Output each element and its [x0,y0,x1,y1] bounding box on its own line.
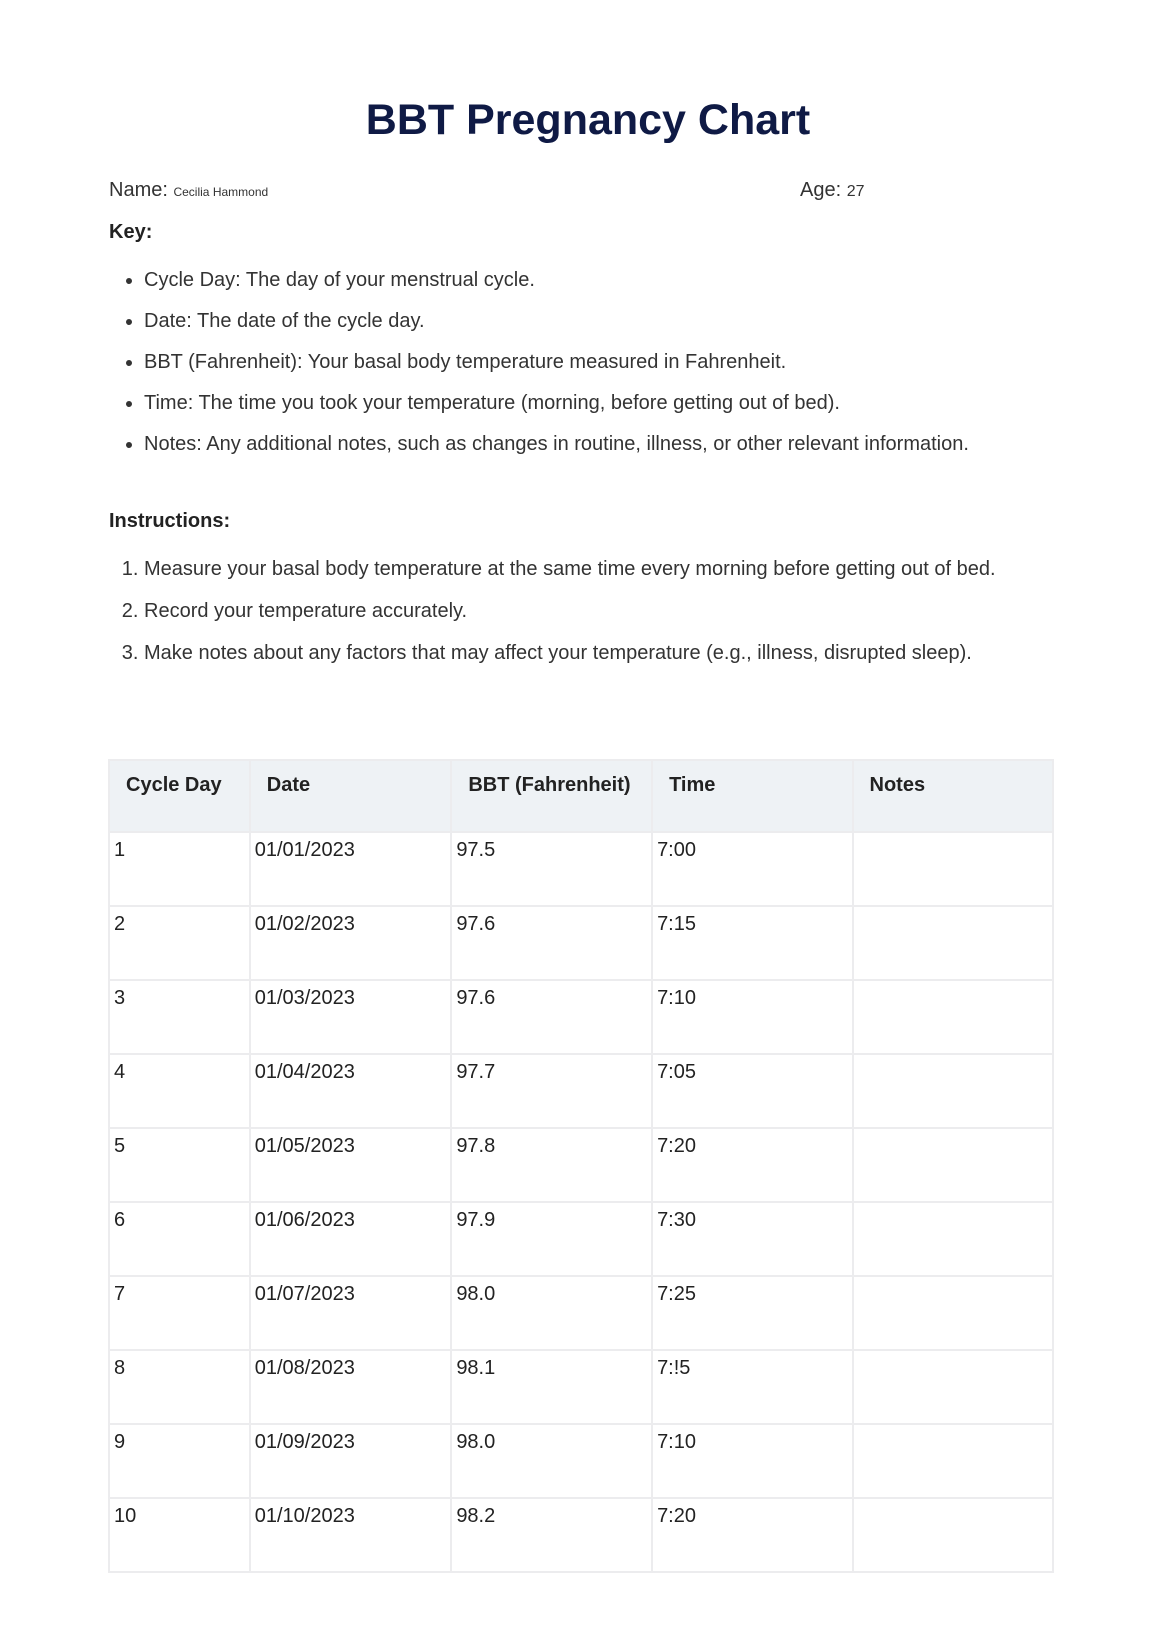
table-cell: 3 [109,980,250,1054]
table-cell: 8 [109,1350,250,1424]
key-item: • Notes: Any additional notes, such as changes in routine, illness, or other relevant information. [144,432,1084,456]
table-cell: 9 [109,1424,250,1498]
table-cell: 01/09/2023 [250,1424,452,1498]
table-cell: 5 [109,1128,250,1202]
table-row [109,1424,1053,1498]
table-cell: 7:30 [652,1202,852,1276]
table-row [109,980,1053,1054]
table-cell [853,1202,1054,1276]
table-cell [853,1498,1054,1572]
table-cell: 97.5 [451,832,652,906]
age-value: 27 [846,183,865,200]
table-cell: 01/10/2023 [250,1498,452,1572]
key-item: • Date: The date of the cycle day. [144,309,1084,333]
table-cell: 7:00 [652,832,852,906]
instructions-heading: Instructions: [109,510,231,532]
table-cell: 7:!5 [652,1350,852,1424]
key-item: • Time: The time you took your temperature (morning, before getting out of bed). [144,391,1084,415]
key-item: • Cycle Day: The day of your menstrual cycle. [144,268,1084,292]
table-cell: 01/08/2023 [250,1350,452,1424]
table-row [109,1128,1053,1202]
instruction-item: 1. Measure your basal body temperature at the same time every morning before getting out of bed. [144,557,1084,581]
table-cell: 6 [109,1202,250,1276]
table-cell: 7:25 [652,1276,852,1350]
table-cell: 97.6 [451,980,652,1054]
table-cell: 7:15 [652,906,852,980]
table-cell [853,1424,1054,1498]
table-row [109,1498,1053,1572]
table-cell: 2 [109,906,250,980]
table-cell: 4 [109,1054,250,1128]
table-cell [853,1054,1054,1128]
table-cell [853,906,1054,980]
table-cell: 7:20 [652,1498,852,1572]
column-header: Notes [853,760,1054,832]
table-cell: 97.9 [451,1202,652,1276]
table-cell: 7:20 [652,1128,852,1202]
table-cell: 7:05 [652,1054,852,1128]
table-header-row [109,760,1053,832]
key-list [109,268,1084,473]
key-heading: Key: [109,221,153,243]
page-title: BBT Pregnancy Chart [365,96,811,144]
table-cell: 1 [109,832,250,906]
table-cell: 10 [109,1498,250,1572]
table-cell: 01/01/2023 [250,832,452,906]
table-row [109,1054,1053,1128]
table-row [109,832,1053,906]
column-header: Date [250,760,452,832]
name-label: Name: [109,179,168,201]
key-item: • BBT (Fahrenheit): Your basal body temperature measured in Fahrenheit. [144,350,1084,374]
table-cell: 01/06/2023 [250,1202,452,1276]
instruction-item: 2. Record your temperature accurately. [144,599,1084,623]
instruction-item: 3. Make notes about any factors that may affect your temperature (e.g., illness, disrupted sleep). [144,641,1084,665]
table-cell [853,1276,1054,1350]
table-cell: 98.0 [451,1424,652,1498]
table-cell [853,832,1054,906]
table-cell: 01/05/2023 [250,1128,452,1202]
table-cell: 98.0 [451,1276,652,1350]
table-cell: 98.2 [451,1498,652,1572]
table-row [109,1276,1053,1350]
column-header: BBT (Fahrenheit) [451,760,652,832]
table-cell: 01/07/2023 [250,1276,452,1350]
age-label: Age: [800,179,842,201]
table-cell: 7:10 [652,1424,852,1498]
name-value: Cecilia Hammond [173,185,269,199]
table-cell [853,980,1054,1054]
table-cell [853,1350,1054,1424]
column-header: Time [652,760,852,832]
table-cell: 7 [109,1276,250,1350]
table-cell: 98.1 [451,1350,652,1424]
age-field [800,179,865,202]
table-row [109,906,1053,980]
name-field [109,179,268,202]
table-cell: 7:10 [652,980,852,1054]
table-row [109,1350,1053,1424]
table-cell: 97.8 [451,1128,652,1202]
bbt-table [108,759,1054,1573]
table-cell: 01/02/2023 [250,906,452,980]
instructions-list [109,557,1084,683]
table-cell: 97.6 [451,906,652,980]
table-cell: 97.7 [451,1054,652,1128]
table-cell: 01/04/2023 [250,1054,452,1128]
table-cell: 01/03/2023 [250,980,452,1054]
table-cell [853,1128,1054,1202]
table-row [109,1202,1053,1276]
column-header: Cycle Day [109,760,250,832]
